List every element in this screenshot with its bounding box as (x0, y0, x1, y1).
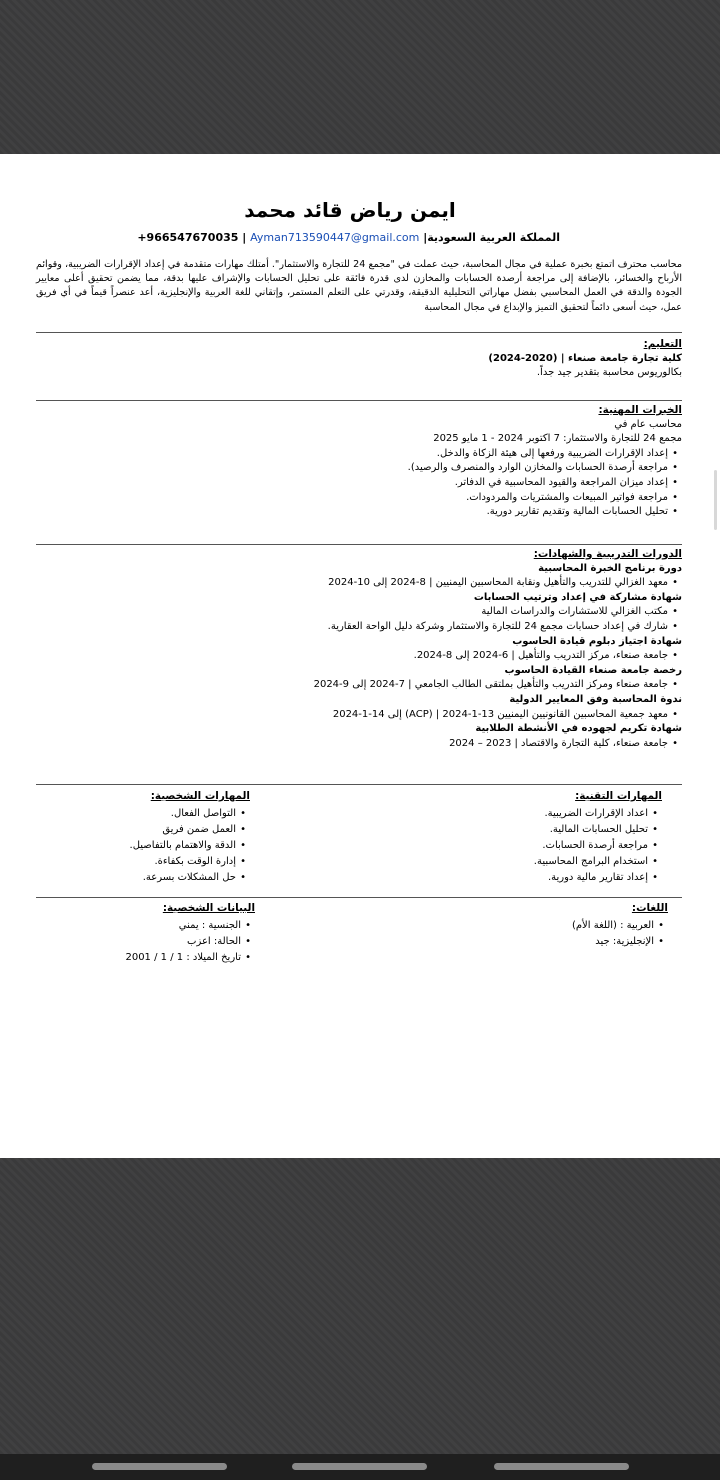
course-heading: ندوة المحاسبة وفق المعايير الدولية (509, 693, 682, 705)
document-page[interactable] (0, 154, 720, 1158)
list-item: • تحليل الحسابات المالية. (380, 822, 648, 838)
course-heading: شهادة اجتياز دبلوم قيادة الحاسوب (512, 635, 682, 647)
courses-title: الدورات التدريبية والشهادات: (533, 548, 682, 560)
tech-skills-title: المهارات التقنية: (575, 790, 662, 802)
course-heading: رخصة جامعة صنعاء القيادة الحاسوب (504, 664, 682, 676)
experience-section (36, 403, 682, 520)
personal-skills-section (80, 788, 250, 886)
experience-role: محاسب عام في (614, 418, 682, 430)
list-item: • مراجعة أرصدة الحسابات. (380, 838, 648, 854)
divider (36, 544, 682, 545)
list-item: • استخدام البرامج المحاسبية. (380, 854, 648, 870)
nav-recents-pill[interactable] (92, 1463, 227, 1470)
list-item: • حل المشكلات بسرعة. (80, 870, 236, 886)
languages-section (380, 900, 668, 950)
education-school: كلية تجارة جامعة صنعاء | (2020-2024) (488, 352, 682, 364)
list-item: • العربية : (اللغة الأم) (380, 918, 654, 934)
list-item: • مراجعة أرصدة الحسابات والمخازن الوارد والمنصرف والرصيد). (36, 461, 668, 476)
experience-company: مجمع 24 للتجارة والاستثمار: 7 اكتوبر 2024 - 1 مايو 2025 (433, 433, 682, 445)
list-item: • جامعة صنعاء، مركز التدريب والتأهيل | 6-2024 إلى 8-2024. (36, 649, 668, 664)
list-item: • التواصل الفعال. (80, 806, 236, 822)
list-item: • الإنجليزية: جيد (380, 934, 654, 950)
nav-home-pill[interactable] (292, 1463, 427, 1470)
experience-title: الخبرات المهنية: (598, 404, 682, 416)
nav-back-pill[interactable] (494, 1463, 629, 1470)
divider (36, 400, 682, 401)
bottom-background (0, 1158, 720, 1454)
list-item: • الدقة والاهتمام بالتفاصيل. (80, 838, 236, 854)
contact-line (100, 231, 560, 244)
courses-section (36, 547, 682, 751)
list-item: • إعداد تقارير مالية دورية. (380, 870, 648, 886)
education-section (36, 337, 682, 381)
list-item: • إعداد ميزان المراجعة والقيود المحاسبية في الدفاتر. (36, 476, 668, 491)
list-item: • الجنسية : يمني (80, 918, 241, 934)
education-degree: بكالوريوس محاسبة بتقدير جيد جداً. (536, 367, 682, 379)
list-item: • العمل ضمن فريق (80, 822, 236, 838)
experience-list (36, 447, 682, 520)
tech-skills-section (380, 788, 662, 886)
course-heading: دورة برنامج الخبرة المحاسبية (538, 562, 682, 574)
cv-name: ايمن رياض قائد محمد (244, 198, 456, 222)
list-item: • مراجعة فواتير المبيعات والمشتريات والمردودات. (36, 491, 668, 506)
scroll-indicator[interactable] (714, 470, 717, 530)
summary-paragraph: محاسب محترف اتمتع بخبرة عملية في مجال المحاسبة، حيث عملت في "مجمع 24 للتجارة والاستثمار". أمتلك مهارات متقدمة في إعداد الإقرارات الضريبية، وقوائم الأرباح والخسائر، بالإضافة إلى مراجعة أرصدة الحسابات والمخازن لدى قدرة فائقة على تحليل الحسابات والإشراف عليها بدقة، مما يضمن تحقيق أعلى معايير الجودة والدقة في العمل المحاسبي بفضل مهاراتي التحليلية الدقيقة، وقدرتي على التعلم المستمر، وإتقاني للغة العربية والإنجليزية، أعد عنصراً قيماً في أي فريق عمل، حيث أسعى دائماً لتحقيق التميز والإبداع في مجال المحاسبة (36, 259, 682, 313)
personal-data-section (80, 900, 255, 966)
separator: | (242, 231, 247, 244)
list-item: • إدارة الوقت بكفاءة. (80, 854, 236, 870)
personal-data-title: البيانات الشخصية: (162, 902, 255, 914)
list-item: • تاريخ الميلاد : 1 / 1 / 2001 (80, 950, 241, 966)
list-item: • جامعة صنعاء ومركز التدريب والتأهيل بملتقى الطالب الجامعي | 7-2024 إلى 9-2024 (36, 678, 668, 693)
list-item: • تحليل الحسابات المالية وتقديم تقارير دورية. (36, 505, 668, 520)
personal-skills-title: المهارات الشخصية: (150, 790, 250, 802)
list-item: • جامعة صنعاء، كلية التجارة والاقتصاد | 2023 – 2024 (36, 737, 668, 752)
divider (36, 784, 682, 785)
list-item: • مكتب الغزالي للاستشارات والدراسات المالية (36, 605, 668, 620)
email-link[interactable]: Ayman713590447@gmail.com (250, 231, 420, 244)
list-item: • شارك في إعداد حسابات مجمع 24 للتجارة والاستثمار وشركة دليل الواحة العقارية. (36, 620, 668, 635)
list-item: • اعداد الإقرارات الضريبية. (380, 806, 648, 822)
education-title: التعليم: (643, 338, 682, 350)
phone: +966547670035 (137, 231, 239, 244)
list-item: • معهد الغزالي للتدريب والتأهيل ونقابة المحاسبين اليمنيين | 8-2024 إلى 10-2024 (36, 576, 668, 591)
course-heading: شهادة مشاركة في إعداد وترتيب الحسابات (473, 591, 682, 603)
list-item: • الحالة: اعزب (80, 934, 241, 950)
country: المملكة العربية السعودية| (423, 231, 560, 244)
divider (36, 332, 682, 333)
course-heading: شهادة تكريم لجهوده في الأنشطة الطلابية (475, 723, 682, 735)
divider (36, 897, 682, 898)
list-item: • معهد جمعية المحاسبين القانونيين اليمنيين 13-1-2024 | (ACP) إلى 14-1-2024 (36, 708, 668, 723)
languages-title: اللغات: (631, 902, 668, 914)
list-item: • إعداد الإقرارات الضريبية ورفعها إلى هيئة الزكاة والدخل. (36, 447, 668, 462)
top-background (0, 0, 720, 154)
